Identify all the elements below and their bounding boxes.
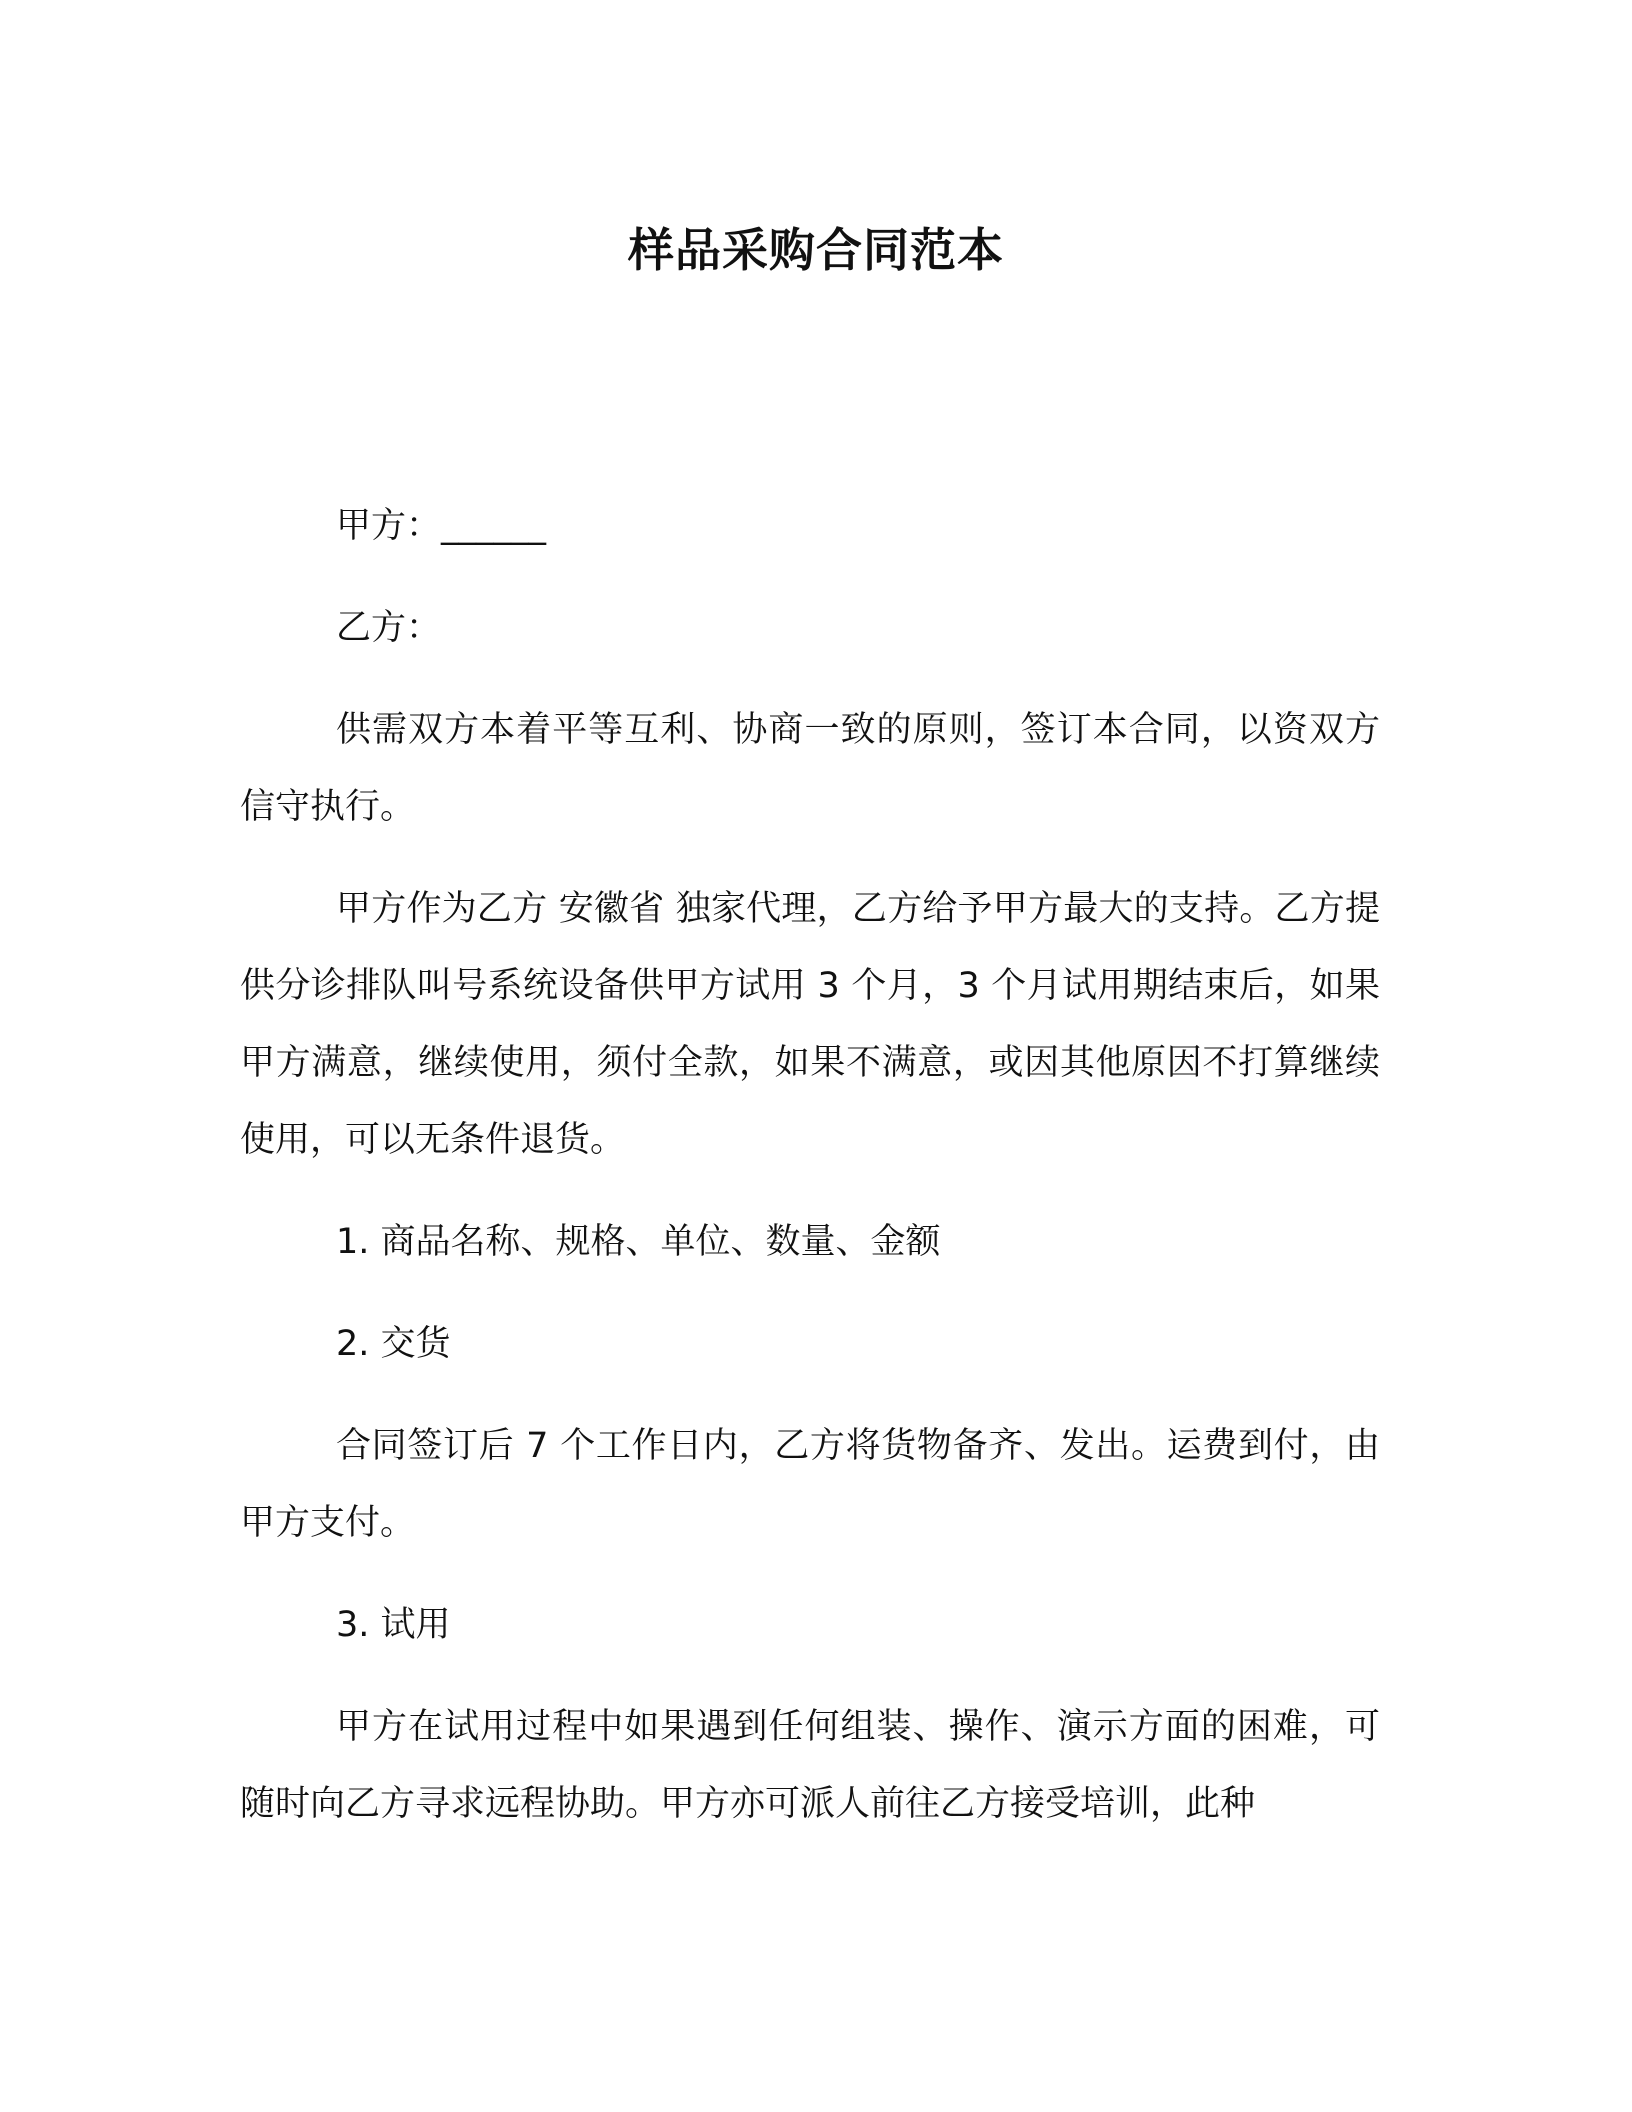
document-title: 样品采购合同范本 [628, 223, 1004, 277]
party-a-label: 甲方： [336, 506, 442, 546]
paragraph-delivery: 合同签订后 7 个工作日内，乙方将货物备齐、发出。运费到付，由甲方支付。 [240, 1426, 1380, 1543]
party-b-line [240, 590, 1380, 667]
paragraph-trial: 甲方在试用过程中如果遇到任何组装、操作、演示方面的困难，可随时向乙方寻求远程协助。甲方亦可派人前往乙方接受培训，此种 [240, 1707, 1380, 1824]
section-heading-goods: 1. 商品名称、规格、单位、数量、金额 [336, 1222, 941, 1262]
party-a-blank: ______ [441, 506, 547, 546]
document-body [240, 488, 1380, 1843]
section-heading-trial: 3. 试用 [336, 1605, 451, 1645]
party-a-line [240, 488, 1380, 565]
paragraph-principle: 供需双方本着平等互利、协商一致的原则，签订本合同，以资双方信守执行。 [240, 710, 1380, 827]
section-heading-delivery: 2. 交货 [336, 1324, 451, 1364]
paragraph-agency: 甲方作为乙方 安徽省 独家代理，乙方给予甲方最大的支持。乙方提供分诊排队叫号系统设备供甲方试用 3 个月，3 个月试用期结束后，如果甲方满意，继续使用，须付全款，如果不满意，或因其他原因不打算继续使用，可以无条件退货。 [240, 889, 1380, 1160]
party-b-label: 乙方： [336, 608, 442, 648]
